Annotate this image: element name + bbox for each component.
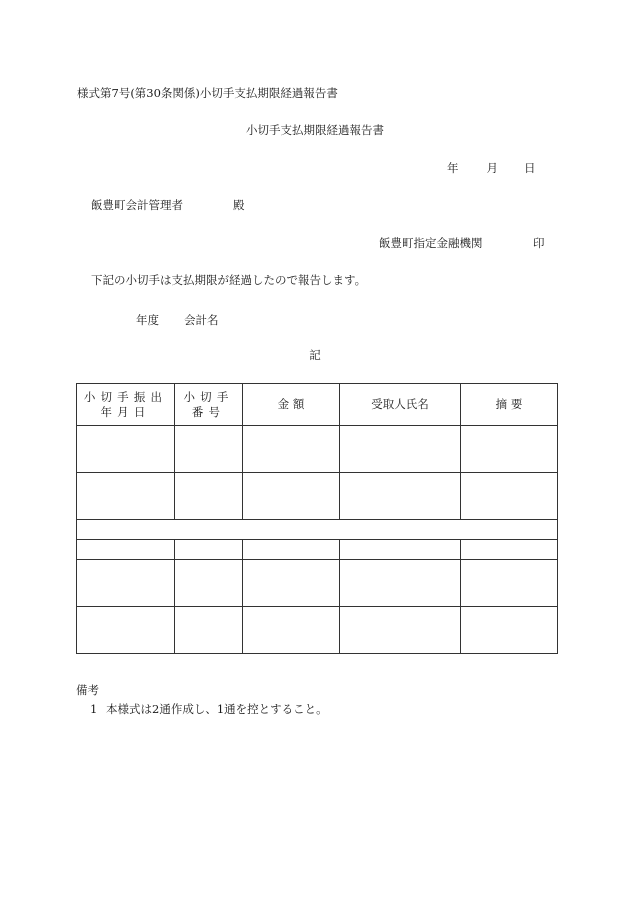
header-payee-label: 受取人氏名	[371, 397, 429, 411]
table-cell	[243, 473, 340, 520]
table-cell	[175, 607, 243, 654]
table-row	[77, 473, 558, 520]
table-cell	[461, 426, 558, 473]
intro-text: 下記の小切手は支払期限が経過したので報告します。	[91, 273, 367, 287]
table-cell	[175, 560, 243, 607]
table-row	[77, 426, 558, 473]
report-table	[76, 383, 558, 654]
header-issue-date-line1: 小切手振出	[83, 389, 168, 404]
seal-mark: 印	[533, 236, 545, 250]
table-cell	[340, 560, 461, 607]
note-number: 1	[90, 702, 98, 716]
addressee-honorific: 殿	[233, 198, 245, 212]
table-cell	[77, 426, 175, 473]
table-cell	[243, 426, 340, 473]
table-header-row	[77, 384, 558, 426]
table-cell	[175, 473, 243, 520]
table-gap-cell	[77, 520, 558, 540]
table-cell	[461, 607, 558, 654]
date-day-label: 日	[524, 161, 536, 175]
header-remarks	[461, 384, 558, 426]
header-payee	[340, 384, 461, 426]
note-text: 本様式は2通作成し、1通を控とすること。	[106, 702, 328, 716]
header-issue-date-line2: 年月日	[100, 404, 151, 419]
header-remarks-label: 摘 要	[495, 397, 523, 411]
header-issue-date	[77, 384, 175, 426]
table-cell	[461, 540, 558, 560]
document-title: 小切手支払期限経過報告書	[246, 123, 384, 137]
table-cell	[175, 540, 243, 560]
form-number: 様式第7号(第30条関係)小切手支払期限経過報告書	[77, 86, 338, 100]
table-cell	[243, 560, 340, 607]
table-row	[77, 560, 558, 607]
date-line	[447, 161, 536, 175]
notes-heading: 備考	[76, 683, 99, 697]
account-name-label: 会計名	[184, 313, 219, 327]
table-cell	[340, 426, 461, 473]
table-gap-row	[77, 520, 558, 540]
header-amount	[243, 384, 340, 426]
table-cell	[243, 540, 340, 560]
table-cell	[175, 426, 243, 473]
table-cell	[340, 473, 461, 520]
header-amount-label: 金 額	[277, 397, 305, 411]
header-check-number-line1: 小切手	[183, 389, 234, 404]
header-check-number-line2: 番号	[191, 404, 226, 419]
table-row	[77, 607, 558, 654]
addressee-name: 飯豊町会計管理者	[91, 198, 183, 212]
table-cell	[461, 560, 558, 607]
date-year-label: 年	[447, 161, 459, 175]
fiscal-year-label: 年度	[136, 313, 159, 327]
note-item	[90, 702, 328, 716]
table-cell	[77, 607, 175, 654]
table-row	[77, 540, 558, 560]
header-check-number	[175, 384, 243, 426]
table-cell	[77, 473, 175, 520]
date-month-label: 月	[486, 161, 498, 175]
table-cell	[461, 473, 558, 520]
table-cell	[243, 607, 340, 654]
sender-name: 飯豊町指定金融機関	[379, 236, 483, 250]
ki-heading: 記	[309, 348, 321, 362]
table-cell	[77, 560, 175, 607]
table-cell	[340, 607, 461, 654]
table-cell	[340, 540, 461, 560]
table-cell	[77, 540, 175, 560]
